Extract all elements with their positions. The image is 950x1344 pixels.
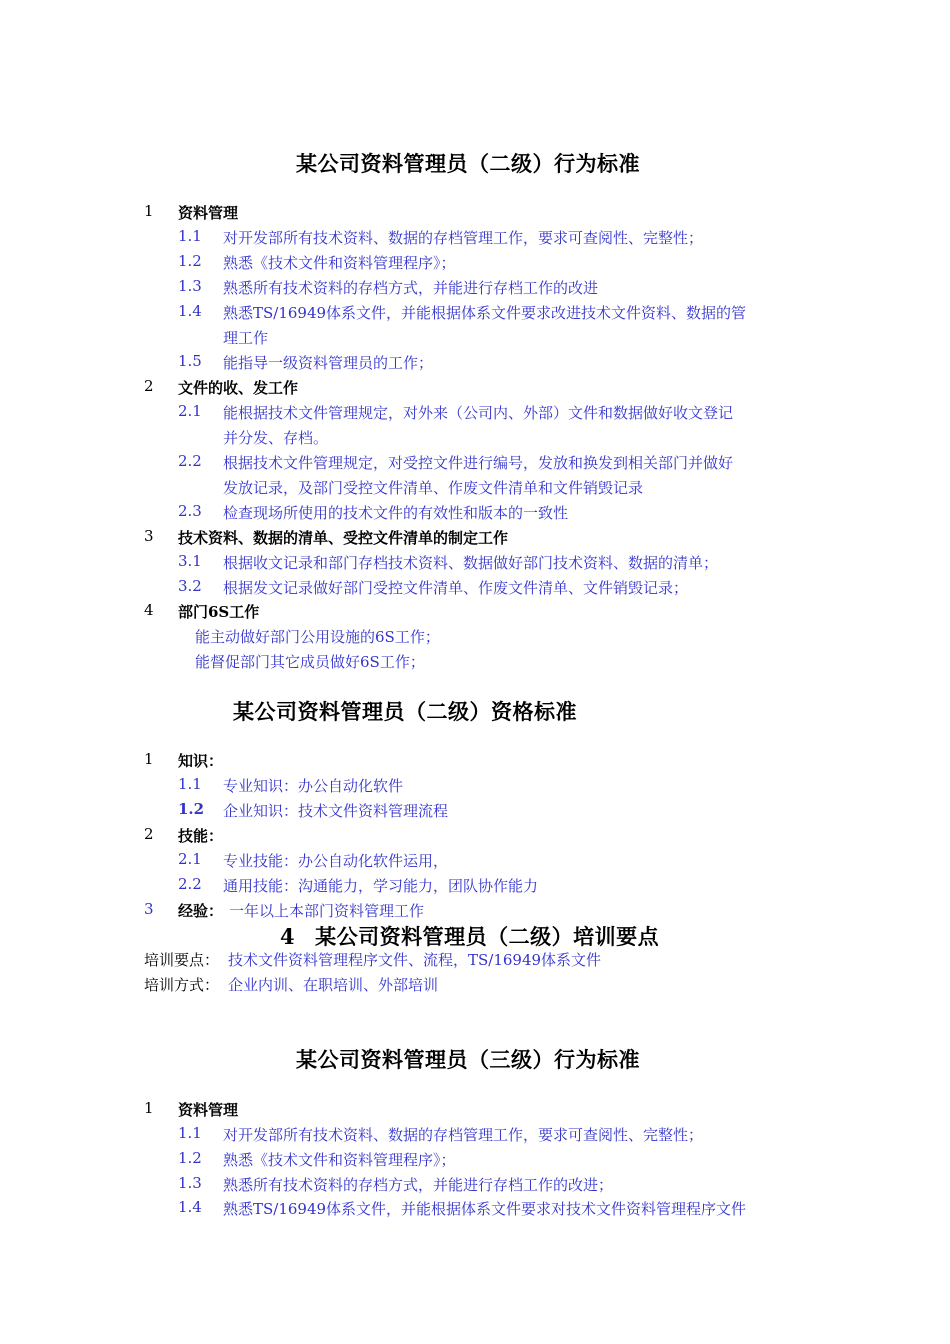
item-number: 2.1 [178, 402, 202, 420]
item-number: 2.2 [178, 875, 202, 893]
item-number: 1.1 [178, 1124, 202, 1142]
section-heading: 资料管理 [178, 204, 239, 222]
item-text-continued: 发放记录，及部门受控文件清单、作废文件清单和文件销毁记录 [223, 479, 644, 497]
item-text: 对开发部所有技术资料、数据的存档管理工作，要求可查阅性、完整性； [223, 1126, 704, 1144]
item-number: 1.1 [178, 227, 202, 245]
item-number: 1.4 [178, 1198, 202, 1216]
item-number: 1.5 [178, 352, 202, 370]
page-title: 某公司资料管理员（二级）行为标准 [296, 151, 640, 176]
item-number: 2.3 [178, 502, 202, 520]
section-heading: 技能： [178, 827, 224, 845]
section-number: 4 [144, 601, 154, 619]
item-text: 根据收文记录和部门存档技术资料、数据做好部门技术资料、数据的清单； [223, 554, 719, 572]
section-heading: 部门6S工作 [178, 603, 260, 621]
section-number: 1 [144, 1099, 154, 1117]
item-number: 2.2 [178, 452, 202, 470]
item-text: 能指导一级资料管理员的工作； [223, 354, 434, 372]
item-text-continued: 理工作 [223, 329, 269, 347]
title-text: 某公司资料管理员（二级）培训要点 [315, 924, 660, 949]
item-text: 熟悉《技术文件和资料管理程序》； [223, 1151, 456, 1169]
item-text: 专业技能：办公自动化软件运用， [223, 852, 449, 870]
item-text: 熟悉TS/16949体系文件，并能根据体系文件要求改进技术文件资料、数据的管 [223, 304, 747, 322]
item-number: 3.2 [178, 577, 202, 595]
item-number: 1.4 [178, 302, 202, 320]
section-number: 1 [144, 750, 154, 768]
item-text: 能根据技术文件管理规定，对外来（公司内、外部）文件和数据做好收文登记 [223, 404, 734, 422]
item-number: 1.1 [178, 775, 202, 793]
item-text: 根据发文记录做好部门受控文件清单、作废文件清单、文件销毁记录； [223, 579, 689, 597]
item-text-continued: 并分发、存档。 [223, 429, 329, 447]
item-number: 3.1 [178, 552, 202, 570]
title-number: 4 [280, 924, 296, 949]
section-number: 3 [144, 900, 154, 918]
section-number: 3 [144, 527, 154, 545]
training-method-label: 培训方式： [144, 976, 220, 994]
section-number: 2 [144, 377, 154, 395]
section-heading: 资料管理 [178, 1101, 239, 1119]
item-text: 熟悉所有技术资料的存档方式，并能进行存档工作的改进 [223, 279, 599, 297]
item-text: 企业知识：技术文件资料管理流程 [223, 802, 449, 820]
section-heading: 知识： [178, 752, 224, 770]
item-number: 1.2 [178, 252, 202, 270]
page-title [280, 921, 659, 951]
item-number: 1.2 [178, 800, 205, 818]
item-text: 通用技能：沟通能力，学习能力，团队协作能力 [223, 877, 539, 895]
item-text: 对开发部所有技术资料、数据的存档管理工作，要求可查阅性、完整性； [223, 229, 704, 247]
item-text: 能主动做好部门公用设施的6S工作； [195, 628, 440, 646]
item-text: 根据技术文件管理规定，对受控文件进行编号，发放和换发到相关部门并做好 [223, 454, 734, 472]
section-number: 2 [144, 825, 154, 843]
section-number: 1 [144, 202, 154, 220]
item-number: 1.3 [178, 277, 202, 295]
item-text: 熟悉所有技术资料的存档方式，并能进行存档工作的改进； [223, 1176, 614, 1194]
item-number: 1.2 [178, 1149, 202, 1167]
item-text: 熟悉TS/16949体系文件，并能根据体系文件要求对技术文件资料管理程序文件 [223, 1200, 747, 1218]
page-title: 某公司资料管理员（三级）行为标准 [296, 1047, 640, 1072]
item-text: 专业知识：办公自动化软件 [223, 777, 404, 795]
item-text: 检查现场所使用的技术文件的有效性和版本的一致性 [223, 504, 569, 522]
item-text: 一年以上本部门资料管理工作 [229, 902, 425, 920]
item-number: 1.3 [178, 1174, 202, 1192]
training-method-text: 企业内训、在职培训、外部培训 [228, 976, 439, 994]
page-title: 某公司资料管理员（二级）资格标准 [233, 699, 577, 724]
section-heading: 技术资料、数据的清单、受控文件清单的制定工作 [178, 529, 509, 547]
training-points-label: 培训要点： [144, 951, 220, 969]
training-points-text: 技术文件资料管理程序文件、流程，TS/16949体系文件 [228, 951, 602, 969]
item-text: 熟悉《技术文件和资料管理程序》； [223, 254, 456, 272]
item-text: 能督促部门其它成员做好6S工作； [195, 653, 425, 671]
section-heading: 文件的收、发工作 [178, 379, 299, 397]
item-number: 2.1 [178, 850, 202, 868]
section-heading: 经验： [178, 902, 224, 920]
